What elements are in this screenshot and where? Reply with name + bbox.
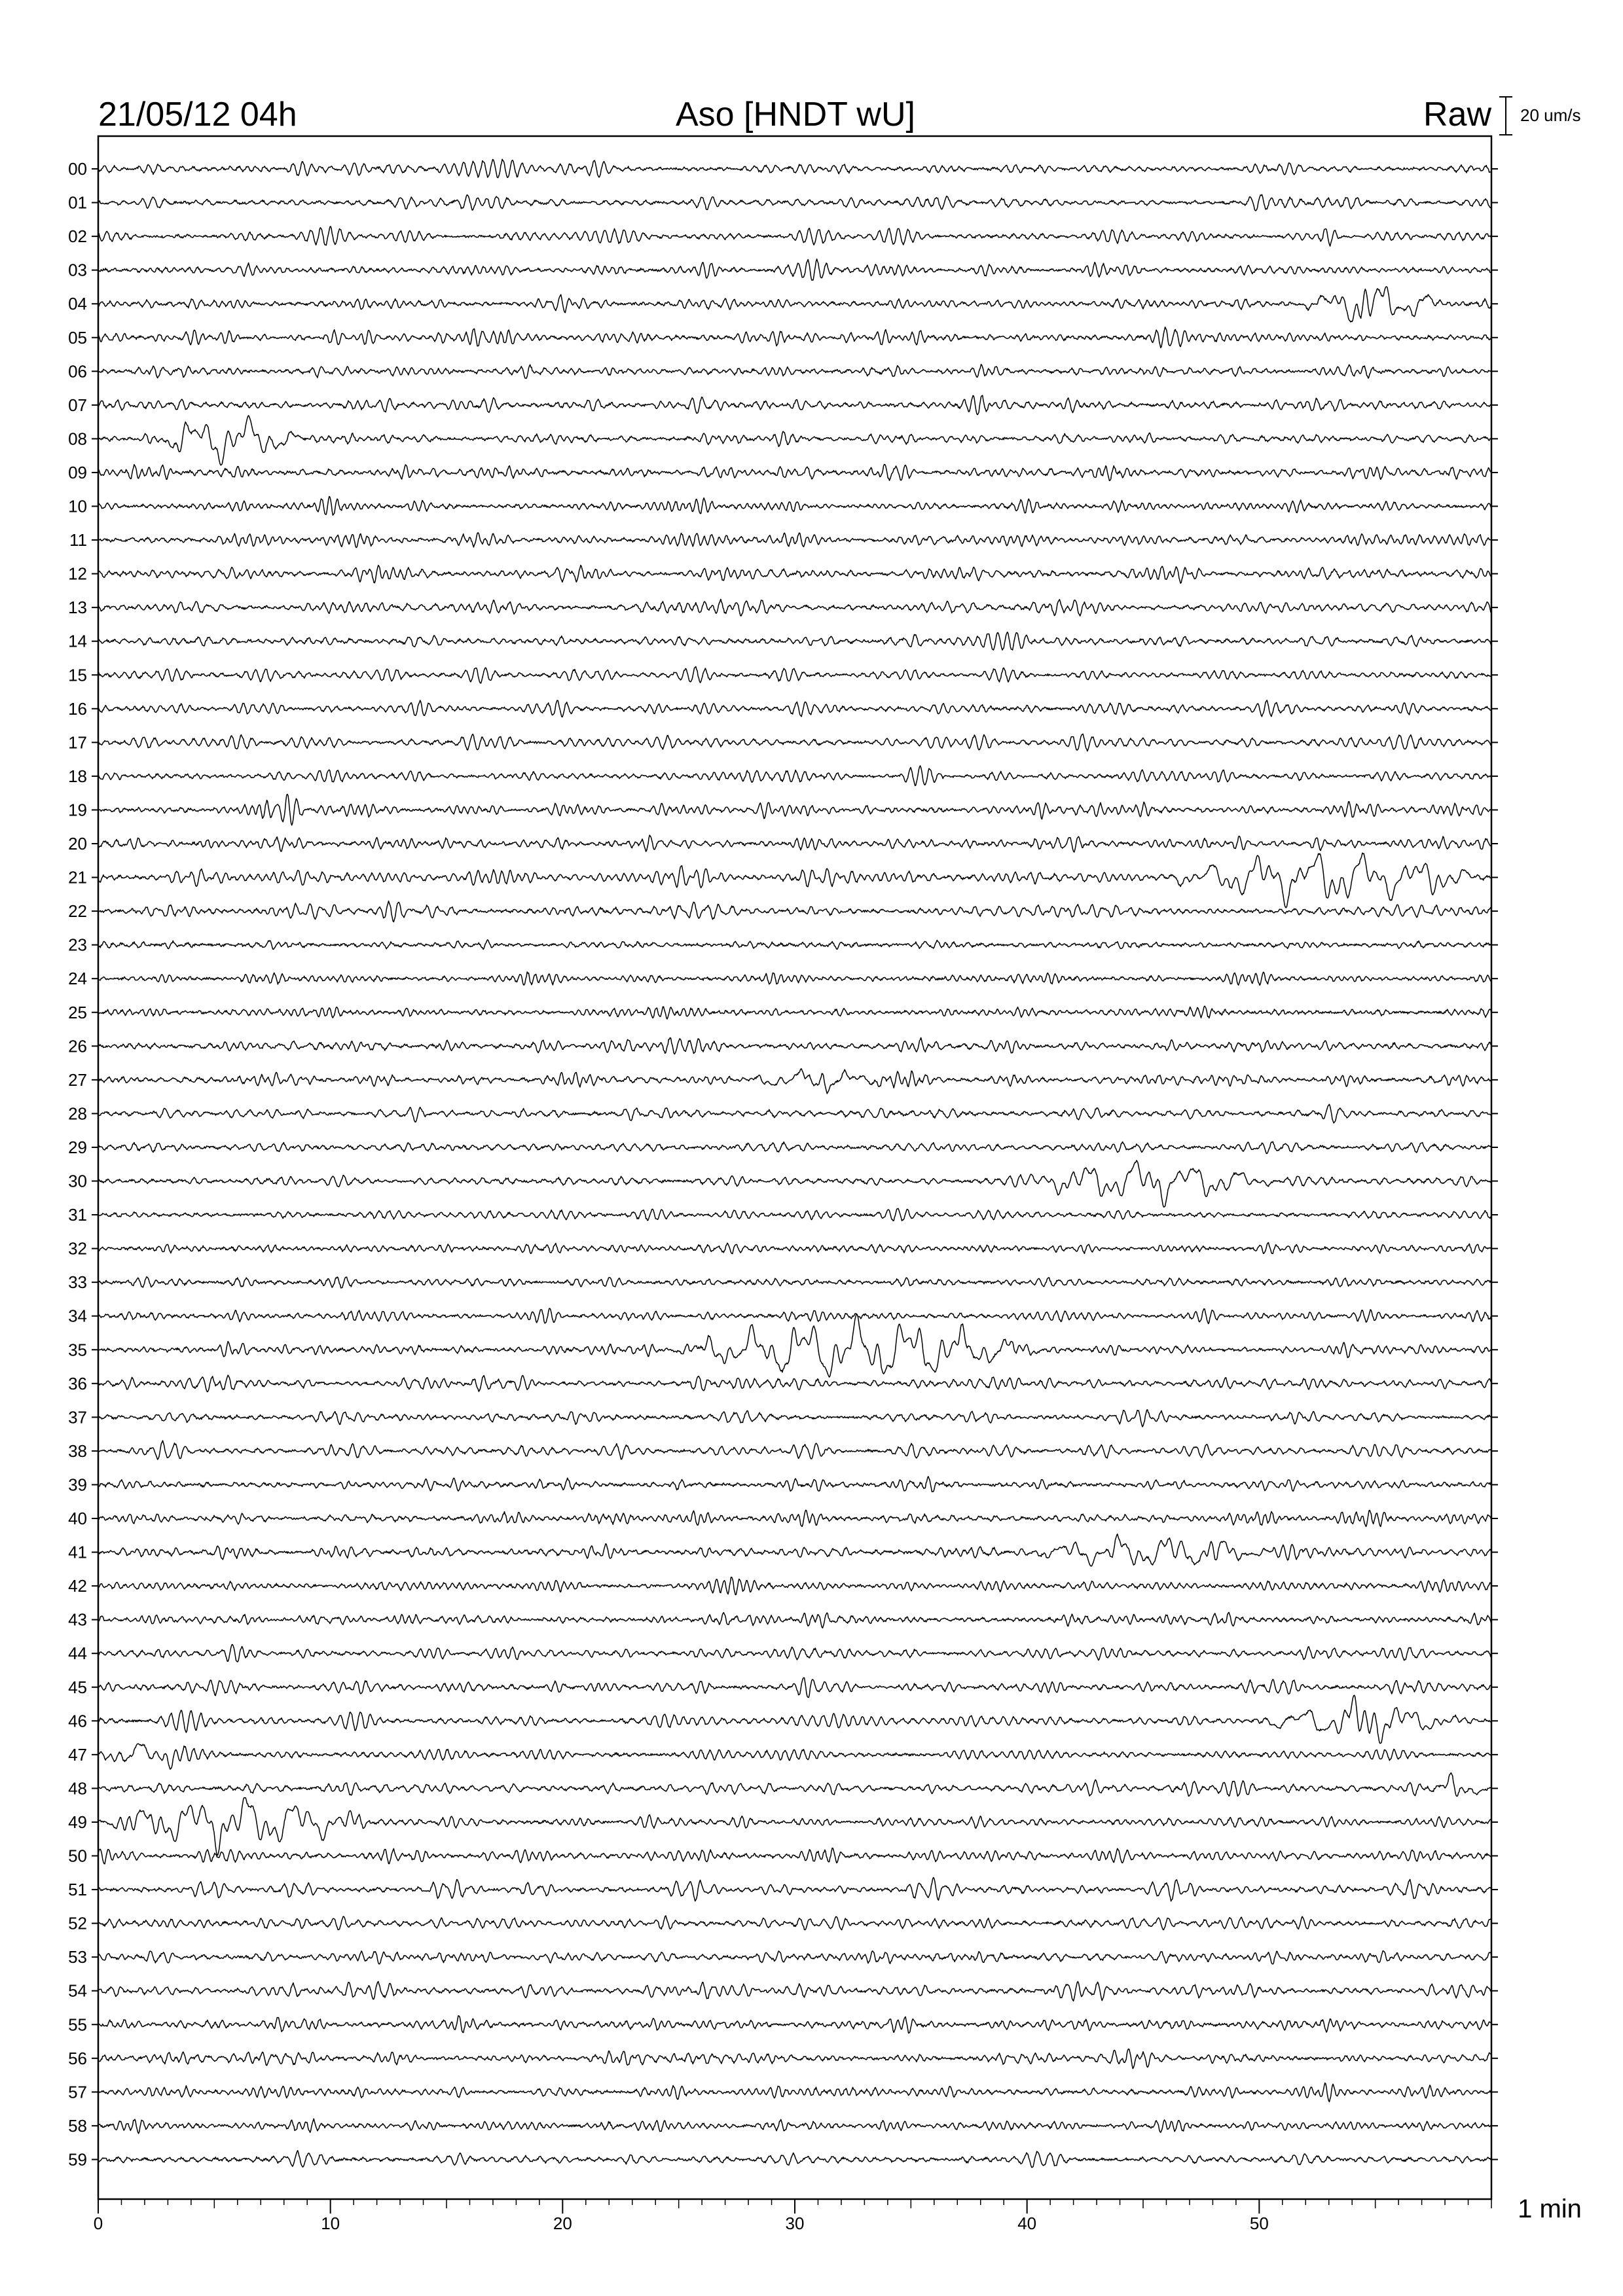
row-label-37: 37 [68, 1407, 87, 1427]
trace-row-53 [98, 1951, 1491, 1964]
row-label-52: 52 [68, 1913, 87, 1933]
row-label-19: 19 [68, 800, 87, 820]
trace-row-47 [98, 1744, 1491, 1769]
row-label-55: 55 [68, 2015, 87, 2035]
trace-row-15 [98, 666, 1491, 683]
trace-row-24 [98, 972, 1491, 985]
row-label-30: 30 [68, 1171, 87, 1191]
trace-row-34 [98, 1308, 1491, 1323]
trace-row-57 [98, 2083, 1491, 2102]
amplitude-scale-bar [1499, 97, 1581, 135]
row-label-39: 39 [68, 1475, 87, 1495]
row-label-04: 04 [68, 294, 87, 314]
row-label-53: 53 [68, 1947, 87, 1967]
seismogram-traces [98, 159, 1491, 2167]
row-label-17: 17 [68, 732, 87, 753]
trace-row-35 [98, 1314, 1491, 1377]
row-label-07: 07 [68, 395, 87, 415]
row-label-03: 03 [68, 260, 87, 280]
trace-row-29 [98, 1141, 1491, 1153]
row-label-15: 15 [68, 665, 87, 685]
row-label-13: 13 [68, 598, 87, 618]
row-label-32: 32 [68, 1238, 87, 1259]
amplitude-scale-label: 20 um/s [1520, 105, 1581, 125]
row-label-25: 25 [68, 1002, 87, 1022]
trace-row-41 [98, 1534, 1491, 1566]
trace-row-59 [98, 2151, 1491, 2168]
row-label-12: 12 [68, 564, 87, 584]
trace-row-56 [98, 2049, 1491, 2069]
row-label-08: 08 [68, 429, 87, 449]
row-label-46: 46 [68, 1711, 87, 1731]
trace-row-19 [98, 794, 1491, 825]
row-label-56: 56 [68, 2048, 87, 2068]
trace-row-01 [98, 194, 1491, 211]
trace-row-39 [98, 1477, 1491, 1492]
row-label-58: 58 [68, 2115, 87, 2136]
x-tick-label-10: 10 [321, 2214, 340, 2233]
trace-row-38 [98, 1441, 1491, 1460]
trace-row-25 [98, 1006, 1491, 1019]
row-label-43: 43 [68, 1609, 87, 1630]
x-axis-label: 1 min [1518, 2195, 1582, 2223]
trace-row-30 [98, 1160, 1491, 1207]
row-edge-ticks [92, 169, 1498, 2159]
trace-row-43 [98, 1612, 1491, 1628]
row-label-01: 01 [68, 192, 87, 213]
row-label-02: 02 [68, 226, 87, 247]
trace-row-54 [98, 1981, 1491, 2001]
trace-row-37 [98, 1410, 1491, 1427]
trace-row-36 [98, 1375, 1491, 1392]
trace-row-27 [98, 1069, 1491, 1094]
row-label-50: 50 [68, 1846, 87, 1866]
row-label-29: 29 [68, 1137, 87, 1157]
trace-row-10 [98, 496, 1491, 515]
x-tick-label-0: 0 [93, 2214, 103, 2233]
row-label-48: 48 [68, 1778, 87, 1799]
trace-row-06 [98, 365, 1491, 378]
row-label-14: 14 [68, 631, 87, 651]
row-label-34: 34 [68, 1306, 87, 1326]
trace-row-48 [98, 1773, 1491, 1797]
plot-frame [98, 136, 1491, 2199]
row-label-00: 00 [68, 159, 87, 179]
row-label-20: 20 [68, 834, 87, 853]
row-label-49: 49 [68, 1812, 87, 1832]
row-label-11: 11 [69, 530, 87, 550]
row-label-06: 06 [68, 361, 87, 382]
row-label-27: 27 [68, 1069, 87, 1090]
row-label-24: 24 [68, 969, 87, 989]
trace-row-51 [98, 1878, 1491, 1901]
row-label-54: 54 [68, 1981, 87, 2001]
row-label-51: 51 [68, 1880, 87, 1900]
row-label-10: 10 [68, 496, 87, 516]
trace-row-13 [98, 600, 1491, 617]
trace-row-50 [98, 1848, 1491, 1864]
trace-row-00 [98, 159, 1491, 177]
trace-row-17 [98, 734, 1491, 751]
row-label-09: 09 [68, 462, 87, 482]
row-label-47: 47 [68, 1744, 87, 1765]
row-label-05: 05 [68, 327, 87, 348]
trace-row-58 [98, 2119, 1491, 2134]
trace-row-04 [98, 287, 1491, 322]
trace-row-33 [98, 1277, 1491, 1288]
row-label-16: 16 [68, 698, 87, 719]
trace-row-49 [98, 1798, 1491, 1856]
row-label-21: 21 [68, 867, 87, 888]
trace-row-44 [98, 1645, 1491, 1662]
x-tick-label-50: 50 [1249, 2214, 1269, 2233]
row-label-41: 41 [68, 1542, 87, 1562]
row-label-38: 38 [68, 1441, 87, 1461]
row-label-42: 42 [68, 1576, 87, 1596]
row-label-35: 35 [68, 1340, 87, 1360]
trace-row-21 [98, 853, 1491, 908]
row-label-31: 31 [68, 1205, 87, 1225]
trace-row-52 [98, 1916, 1491, 1930]
trace-row-11 [98, 533, 1491, 548]
trace-row-42 [98, 1577, 1491, 1595]
trace-row-46 [98, 1695, 1491, 1744]
trace-row-55 [98, 2016, 1491, 2033]
row-label-44: 44 [68, 1643, 87, 1664]
trace-row-22 [98, 901, 1491, 922]
trace-row-45 [98, 1677, 1491, 1697]
trace-row-03 [98, 259, 1491, 280]
row-label-28: 28 [68, 1103, 87, 1124]
row-labels [68, 159, 87, 2169]
row-label-40: 40 [68, 1509, 87, 1528]
trace-row-18 [98, 766, 1491, 785]
trace-row-02 [98, 226, 1491, 246]
x-tick-label-20: 20 [553, 2214, 572, 2233]
x-tick-label-40: 40 [1017, 2214, 1037, 2233]
trace-row-07 [98, 395, 1491, 414]
trace-row-23 [98, 940, 1491, 950]
mode-label: Raw [1423, 96, 1491, 134]
row-label-57: 57 [68, 2082, 87, 2102]
trace-row-32 [98, 1243, 1491, 1254]
row-label-18: 18 [68, 766, 87, 786]
row-label-26: 26 [68, 1036, 87, 1056]
trace-row-09 [98, 465, 1491, 481]
row-label-33: 33 [68, 1272, 87, 1293]
trace-row-26 [98, 1037, 1491, 1054]
station-title: Aso [HNDT wU] [676, 96, 915, 134]
trace-row-14 [98, 632, 1491, 650]
trace-row-28 [98, 1104, 1491, 1123]
trace-row-20 [98, 835, 1491, 852]
trace-row-16 [98, 700, 1491, 717]
trace-row-05 [98, 327, 1491, 348]
row-label-45: 45 [68, 1677, 87, 1697]
x-axis [94, 2199, 1491, 2233]
trace-row-31 [98, 1208, 1491, 1221]
trace-row-08 [98, 416, 1491, 465]
row-label-22: 22 [68, 901, 87, 922]
row-label-36: 36 [68, 1373, 87, 1393]
x-tick-label-30: 30 [785, 2214, 805, 2233]
datetime-title: 21/05/12 04h [98, 96, 297, 134]
trace-row-12 [98, 565, 1491, 584]
row-label-23: 23 [68, 935, 87, 955]
trace-row-40 [98, 1510, 1491, 1526]
row-label-59: 59 [68, 2149, 87, 2170]
